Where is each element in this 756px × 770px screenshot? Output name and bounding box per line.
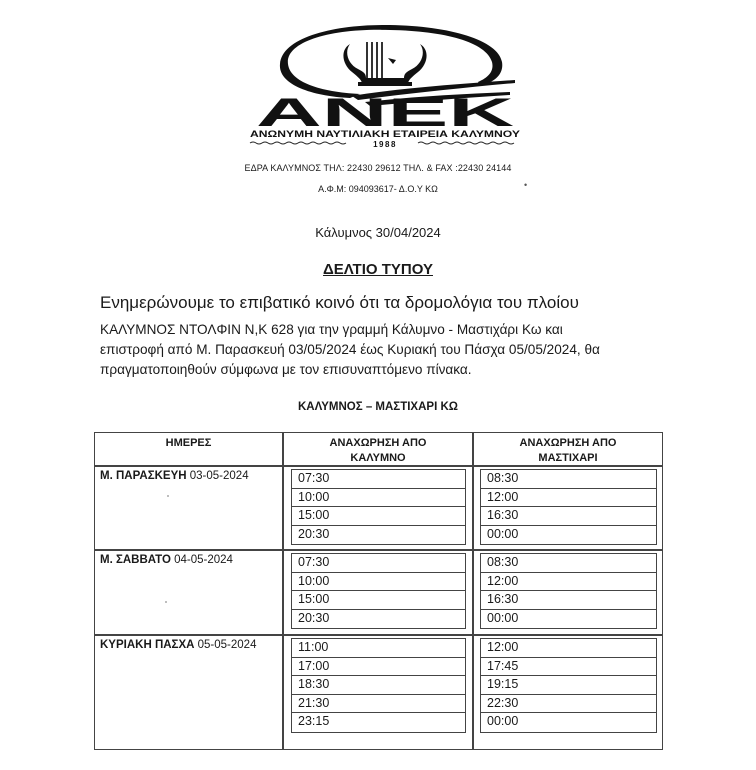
- lyre-icon: [343, 42, 426, 86]
- departure-time: 19:15: [481, 676, 656, 695]
- departure-time: 16:30: [481, 591, 656, 610]
- day-name: Μ. ΠΑΡΑΣΚΕΥΗ: [100, 470, 187, 482]
- departure-time: 20:30: [298, 610, 330, 625]
- departure-time: 22:30: [481, 695, 656, 714]
- mastichari-departures-saturday: [480, 553, 657, 629]
- paragraph-line-1: Ενημερώνουμε το επιβατικό κοινό ότι τα δρομολόγια του πλοίου: [100, 293, 579, 312]
- departure-time: 15:00: [292, 591, 465, 610]
- departure-time: 07:30: [292, 470, 465, 489]
- paragraph-line-2: ΚΑΛΥΜΝΟΣ ΝΤΟΛΦΙΝ Ν,Κ 628 για την γραμμή Κάλυμνο - Μαστιχάρι Κω και: [100, 322, 563, 337]
- day-date: 03-05-2024: [189, 470, 249, 482]
- departure-time: 11:00: [292, 639, 465, 658]
- departure-time: 18:30: [292, 676, 465, 695]
- paragraph-line-3: επιστροφή από Μ. Παρασκευή 03/05/2024 έως Κυριακή του Πάσχα 05/05/2024, θα: [100, 342, 600, 357]
- table-title: ΚΑΛΥΜΝΟΣ – ΜΑΣΤΙΧΑΡΙ ΚΩ: [298, 401, 458, 413]
- header-from-mastichari: [474, 436, 662, 466]
- row-divider: [95, 634, 662, 636]
- scan-speck: [167, 495, 169, 497]
- departure-time: 12:00: [481, 489, 656, 508]
- departure-time: 16:30: [481, 507, 656, 526]
- departure-time: 12:00: [481, 573, 656, 592]
- scan-speck: [165, 601, 167, 603]
- departure-time: 23:15: [298, 714, 330, 728]
- day-cell-friday: [100, 470, 249, 482]
- departure-time: 12:00: [481, 639, 656, 658]
- anek-logo: [240, 22, 530, 152]
- departure-time: 08:30: [481, 470, 656, 489]
- company-name: ΑΝΩΝΥΜΗ ΝΑΥΤΙΛΙΑΚΗ ΕΤΑΙΡΕΙΑ ΚΑΛΥΜΝΟΥ: [250, 129, 521, 140]
- day-date: 04-05-2024: [174, 554, 233, 566]
- kalymnos-departures-sunday: [291, 638, 466, 733]
- departure-time: 00:00: [487, 714, 519, 728]
- document-title: ΔΕΛΤΙΟ ΤΥΠΟΥ: [323, 261, 433, 278]
- departure-time: 17:45: [481, 658, 656, 677]
- departure-time: 00:00: [487, 610, 519, 625]
- day-name: ΚΥΡΙΑΚΗ ΠΑΣΧΑ: [100, 639, 195, 651]
- departure-time: 17:00: [292, 658, 465, 677]
- departure-time: 00:00: [487, 526, 519, 541]
- day-cell-saturday: [100, 554, 233, 566]
- departure-time: 21:30: [292, 695, 465, 714]
- day-name: Μ. ΣΑΒΒΑΤΟ: [100, 554, 171, 566]
- header-days: [95, 436, 282, 451]
- header-from-kalymnos: [284, 436, 472, 466]
- header-from-mastichari-line2: ΜΑΣΤΙΧΑΡΙ: [538, 452, 598, 464]
- decorative-wave-left-icon: [250, 142, 346, 144]
- document-date: Κάλυμνος 30/04/2024: [315, 225, 441, 240]
- decorative-wave-right-icon: [418, 142, 514, 144]
- paragraph-line-4: πραγματοποιηθούν σύμφωνα με τον επισυναπτόμενο πίνακα.: [100, 362, 472, 377]
- kalymnos-departures-saturday: [291, 553, 466, 629]
- mastichari-departures-sunday: [480, 638, 657, 733]
- departure-time: 15:00: [292, 507, 465, 526]
- logo-wordmark: ΑΝΕΚ: [256, 91, 515, 135]
- departure-time: 10:00: [292, 489, 465, 508]
- schedule-table: [94, 432, 663, 750]
- day-cell-easter-sunday: [100, 639, 256, 651]
- departure-time: 20:30: [298, 526, 330, 541]
- departure-time: 10:00: [292, 573, 465, 592]
- header-from-mastichari-line1: ΑΝΑΧΩΡΗΣΗ ΑΠΟ: [519, 437, 617, 449]
- scan-speck: •: [524, 180, 528, 190]
- departure-time: 07:30: [292, 554, 465, 573]
- tax-id-line: Α.Φ.Μ: 094093617- Δ.Ο.Υ ΚΩ: [318, 184, 438, 194]
- departure-time: 08:30: [481, 554, 656, 573]
- kalymnos-departures-friday: [291, 469, 466, 545]
- column-divider: [472, 433, 474, 749]
- contact-line: ΕΔΡΑ ΚΑΛΥΜΝΟΣ ΤΗΛ: 22430 29612 ΤΗΛ. & FAX :22430 24144: [244, 163, 512, 173]
- day-date: 05-05-2024: [197, 639, 257, 651]
- header-from-kalymnos-line2: ΚΑΛΥΜΝΟ: [350, 452, 406, 464]
- row-divider: [95, 549, 662, 551]
- founded-year: 1988: [373, 140, 397, 149]
- column-divider: [282, 433, 284, 749]
- mastichari-departures-friday: [480, 469, 657, 545]
- header-days-label: ΗΜΕΡΕΣ: [165, 437, 212, 449]
- header-from-kalymnos-line1: ΑΝΑΧΩΡΗΣΗ ΑΠΟ: [329, 437, 427, 449]
